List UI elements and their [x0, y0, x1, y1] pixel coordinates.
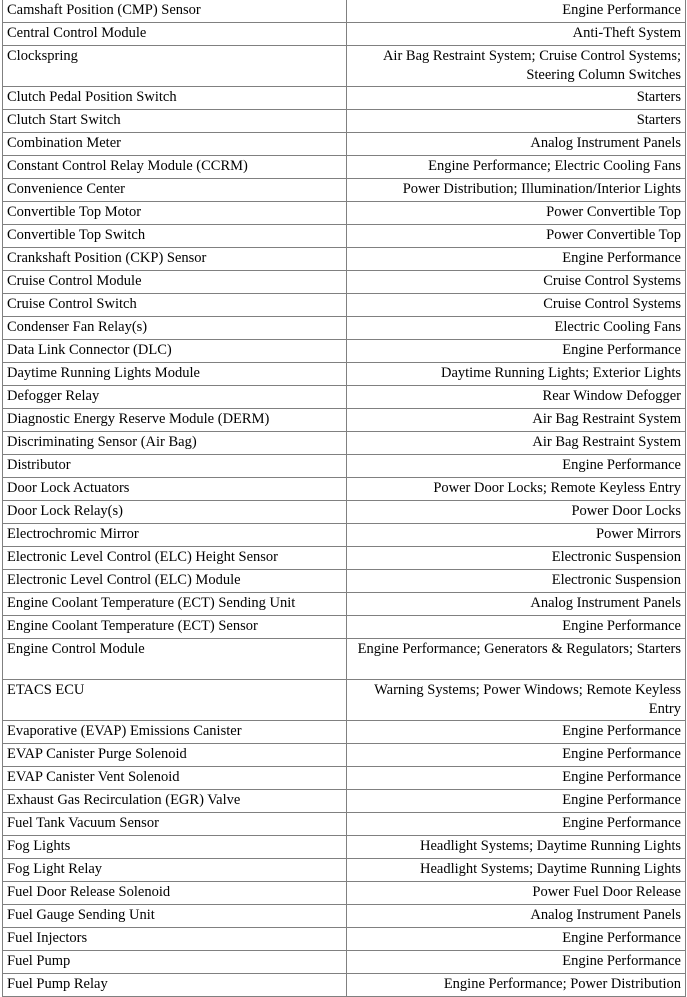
cell-system: Engine Performance [347, 616, 686, 639]
cell-component: Crankshaft Position (CKP) Sensor [3, 248, 347, 271]
cell-system: Power Door Locks [347, 501, 686, 524]
cell-component: Clutch Pedal Position Switch [3, 87, 347, 110]
cell-system: Anti-Theft System [347, 23, 686, 46]
table-row [3, 87, 686, 110]
cell-system: Engine Performance; Electric Cooling Fans [347, 156, 686, 179]
cell-system: Engine Performance; Power Distribution [347, 974, 686, 997]
cell-system: Headlight Systems; Daytime Running Lights [347, 836, 686, 859]
cell-system: Electric Cooling Fans [347, 317, 686, 340]
cell-component: Combination Meter [3, 133, 347, 156]
table-row [3, 836, 686, 859]
table-row [3, 547, 686, 570]
cell-component: EVAP Canister Purge Solenoid [3, 744, 347, 767]
cell-component: Discriminating Sensor (Air Bag) [3, 432, 347, 455]
table-row [3, 501, 686, 524]
cell-system: Engine Performance [347, 790, 686, 813]
cell-component: Electronic Level Control (ELC) Module [3, 570, 347, 593]
cell-component: Constant Control Relay Module (CCRM) [3, 156, 347, 179]
cell-system: Analog Instrument Panels [347, 593, 686, 616]
cell-component: Door Lock Relay(s) [3, 501, 347, 524]
cell-system: Starters [347, 110, 686, 133]
cell-system: Engine Performance [347, 721, 686, 744]
table-row [3, 639, 686, 680]
table-row [3, 524, 686, 547]
table-row [3, 46, 686, 87]
cell-system: Engine Performance [347, 340, 686, 363]
cell-component: Electrochromic Mirror [3, 524, 347, 547]
cell-system: Air Bag Restraint System; Cruise Control Systems; Steering Column Switches [347, 46, 686, 87]
cell-component: Fuel Pump [3, 951, 347, 974]
cell-system: Analog Instrument Panels [347, 133, 686, 156]
cell-system: Headlight Systems; Daytime Running Lights [347, 859, 686, 882]
cell-component: Fuel Pump Relay [3, 974, 347, 997]
table-body [3, 0, 686, 997]
cell-system: Engine Performance [347, 744, 686, 767]
table-row [3, 478, 686, 501]
cell-component: Door Lock Actuators [3, 478, 347, 501]
cell-system: Power Mirrors [347, 524, 686, 547]
cell-component: Convertible Top Motor [3, 202, 347, 225]
table-row [3, 340, 686, 363]
cell-system: Power Door Locks; Remote Keyless Entry [347, 478, 686, 501]
table-row [3, 905, 686, 928]
cell-component: Fuel Door Release Solenoid [3, 882, 347, 905]
cell-system: Electronic Suspension [347, 570, 686, 593]
table-row [3, 248, 686, 271]
cell-system: Starters [347, 87, 686, 110]
table-row [3, 593, 686, 616]
cell-system: Air Bag Restraint System [347, 409, 686, 432]
table-row [3, 721, 686, 744]
cell-system: Power Convertible Top [347, 202, 686, 225]
cell-component: Convertible Top Switch [3, 225, 347, 248]
table-row [3, 271, 686, 294]
cell-component: Daytime Running Lights Module [3, 363, 347, 386]
cell-component: Diagnostic Energy Reserve Module (DERM) [3, 409, 347, 432]
cell-system: Cruise Control Systems [347, 294, 686, 317]
table-row [3, 409, 686, 432]
cell-system: Power Distribution; Illumination/Interior Lights [347, 179, 686, 202]
component-system-table-container [2, 0, 685, 997]
table-row [3, 317, 686, 340]
cell-component: Data Link Connector (DLC) [3, 340, 347, 363]
cell-system: Engine Performance [347, 0, 686, 23]
cell-system: Power Convertible Top [347, 225, 686, 248]
cell-system: Daytime Running Lights; Exterior Lights [347, 363, 686, 386]
table-row [3, 882, 686, 905]
cell-system: Rear Window Defogger [347, 386, 686, 409]
table-row [3, 202, 686, 225]
table-row [3, 951, 686, 974]
cell-system: Engine Performance; Generators & Regulators; Starters [347, 639, 686, 680]
cell-component: Electronic Level Control (ELC) Height Sensor [3, 547, 347, 570]
cell-system: Analog Instrument Panels [347, 905, 686, 928]
cell-component: Engine Coolant Temperature (ECT) Sensor [3, 616, 347, 639]
table-row [3, 225, 686, 248]
cell-component: Cruise Control Switch [3, 294, 347, 317]
cell-system: Electronic Suspension [347, 547, 686, 570]
table-row [3, 156, 686, 179]
cell-system: Engine Performance [347, 767, 686, 790]
cell-component: Fuel Injectors [3, 928, 347, 951]
cell-component: Fog Light Relay [3, 859, 347, 882]
table-row [3, 974, 686, 997]
cell-component: Fuel Gauge Sending Unit [3, 905, 347, 928]
cell-component: Cruise Control Module [3, 271, 347, 294]
cell-component: Exhaust Gas Recirculation (EGR) Valve [3, 790, 347, 813]
cell-system: Power Fuel Door Release [347, 882, 686, 905]
table-row [3, 680, 686, 721]
table-row [3, 744, 686, 767]
table-row [3, 386, 686, 409]
table-row [3, 616, 686, 639]
cell-system: Engine Performance [347, 928, 686, 951]
cell-component: Condenser Fan Relay(s) [3, 317, 347, 340]
table-row [3, 767, 686, 790]
cell-system: Engine Performance [347, 248, 686, 271]
component-system-table [2, 0, 686, 997]
table-row [3, 813, 686, 836]
table-row [3, 110, 686, 133]
cell-component: Clutch Start Switch [3, 110, 347, 133]
cell-component: Camshaft Position (CMP) Sensor [3, 0, 347, 23]
cell-system: Engine Performance [347, 951, 686, 974]
cell-component: EVAP Canister Vent Solenoid [3, 767, 347, 790]
cell-component: Engine Coolant Temperature (ECT) Sending Unit [3, 593, 347, 616]
cell-component: Fog Lights [3, 836, 347, 859]
table-row [3, 363, 686, 386]
table-row [3, 23, 686, 46]
table-row [3, 432, 686, 455]
cell-system: Warning Systems; Power Windows; Remote Keyless Entry [347, 680, 686, 721]
table-row [3, 133, 686, 156]
cell-system: Cruise Control Systems [347, 271, 686, 294]
cell-component: ETACS ECU [3, 680, 347, 721]
table-row [3, 179, 686, 202]
cell-component: Convenience Center [3, 179, 347, 202]
cell-system: Engine Performance [347, 455, 686, 478]
table-row [3, 570, 686, 593]
cell-component: Fuel Tank Vacuum Sensor [3, 813, 347, 836]
cell-component: Central Control Module [3, 23, 347, 46]
cell-component: Clockspring [3, 46, 347, 87]
table-row [3, 790, 686, 813]
table-row [3, 859, 686, 882]
table-row [3, 0, 686, 23]
cell-component: Defogger Relay [3, 386, 347, 409]
table-row [3, 294, 686, 317]
table-row [3, 455, 686, 478]
cell-component: Evaporative (EVAP) Emissions Canister [3, 721, 347, 744]
cell-system: Air Bag Restraint System [347, 432, 686, 455]
cell-system: Engine Performance [347, 813, 686, 836]
cell-component: Engine Control Module [3, 639, 347, 680]
cell-component: Distributor [3, 455, 347, 478]
